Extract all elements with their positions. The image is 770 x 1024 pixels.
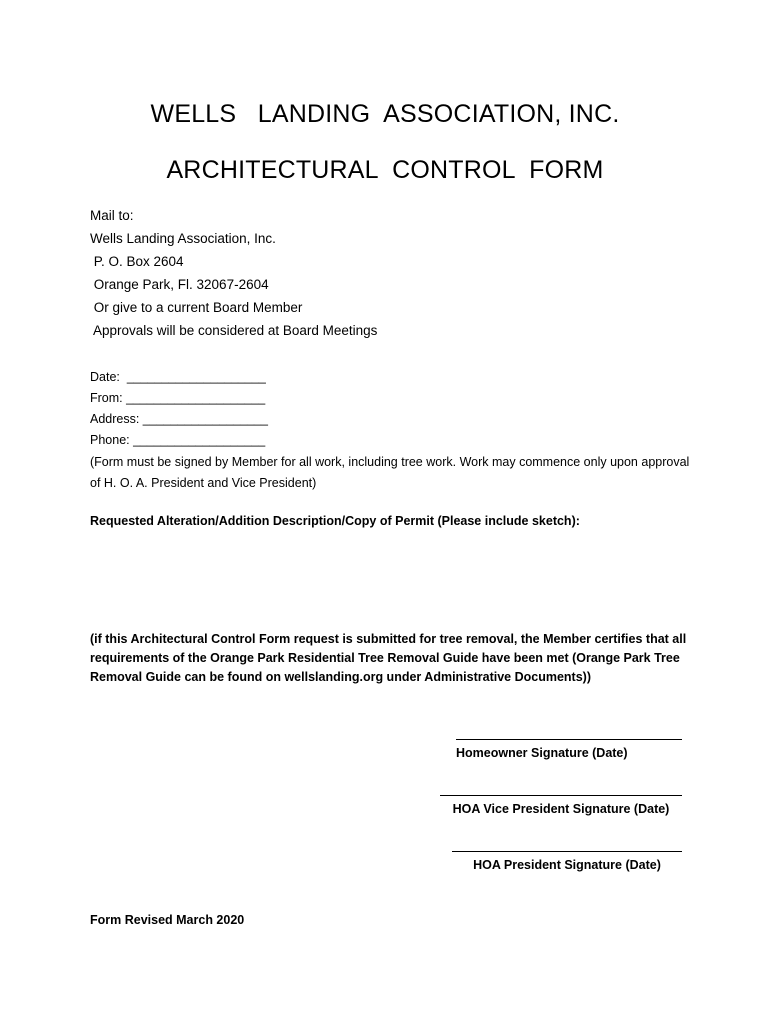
president-signature-block [452, 838, 682, 872]
form-title: ARCHITECTURAL CONTROL FORM [166, 156, 604, 184]
homeowner-signature-label: Homeowner Signature (Date) [456, 746, 628, 760]
president-signature-line[interactable] [452, 838, 682, 852]
association-title: WELLS LANDING ASSOCIATION, INC. [150, 100, 620, 128]
mail-po-box: P. O. Box 2604 [90, 254, 184, 269]
vice-president-signature-line[interactable] [440, 782, 682, 796]
date-field[interactable]: Date: ____________________ [90, 370, 266, 384]
address-field[interactable]: Address: __________________ [90, 412, 268, 426]
alteration-description-label: Requested Alteration/Addition Description/Copy of Permit (Please include sketch): [90, 514, 580, 528]
from-field[interactable]: From: ____________________ [90, 391, 266, 405]
mail-to-label: Mail to: [90, 208, 134, 223]
alteration-description-area[interactable] [90, 540, 680, 620]
vice-president-signature-label: HOA Vice President Signature (Date) [452, 802, 670, 816]
form-revision-date: Form Revised March 2020 [90, 913, 245, 927]
tree-removal-note: (if this Architectural Control Form request is submitted for tree removal, the Member certifies that all requirements of the Orange Park Residential Tree Removal Guide have been met (Orange Park Tree Removal Guide can be found on wellslanding.org under Administrative Documents)) [90, 632, 687, 684]
applicant-fields [90, 367, 268, 451]
mail-city: Orange Park, Fl. 32067-2604 [90, 277, 269, 292]
homeowner-signature-block [456, 726, 682, 760]
mail-board-member-note: Or give to a current Board Member [90, 300, 303, 315]
phone-field[interactable]: Phone: ___________________ [90, 433, 266, 447]
signature-requirement-note: (Form must be signed by Member for all work, including tree work. Work may commence only upon approval of H. O. A. President and Vice President) [90, 455, 690, 490]
homeowner-signature-line[interactable] [456, 726, 682, 740]
president-signature-label: HOA President Signature (Date) [473, 858, 661, 872]
mail-recipient: Wells Landing Association, Inc. [90, 231, 276, 246]
mailing-address [90, 204, 377, 342]
mail-approvals-note: Approvals will be considered at Board Meetings [90, 323, 378, 338]
vice-president-signature-block [440, 782, 682, 816]
